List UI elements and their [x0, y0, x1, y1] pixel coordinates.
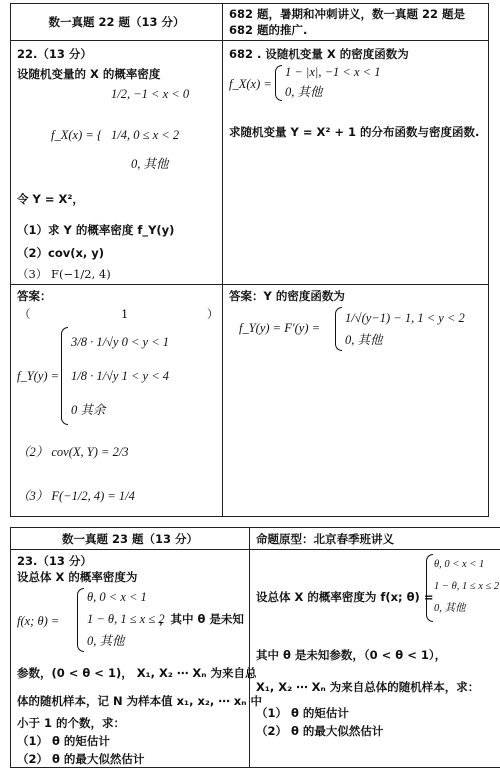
pdf-row-3: 0, 其他: [131, 157, 169, 171]
answer-row-3: 0 其余: [71, 403, 106, 417]
answer-682-lhs: f_Y(y) = F′(y) =: [239, 321, 321, 335]
brace-icon: [61, 327, 68, 425]
problem-682-task: 求随机变量 Y = X² + 1 的分布函数与密度函数.: [229, 125, 480, 139]
prototype-sample: X₁, X₂ ⋯ Xₙ 为来自总体的随机样本，求：: [256, 680, 480, 694]
pdf-row-1: 1/2, −1 < x < 0: [111, 87, 190, 101]
problem-682-title: 682 . 设随机变量 X 的密度函数为: [229, 47, 409, 61]
prototype-item-1: （1） θ 的矩估计: [256, 706, 349, 720]
prototype-row-1: θ, 0 < x < 1: [434, 559, 485, 570]
problem-682-pdf-lhs: f_X(x) =: [229, 77, 272, 91]
item-2: （2）cov(x, y): [17, 246, 105, 260]
problem-682-row-1: 1 − |x|, −1 < x < 1: [285, 65, 381, 79]
question-23-cell: [11, 550, 262, 768]
question-23-lhs: f(x; θ) =: [17, 614, 60, 628]
brace-icon: [275, 65, 282, 101]
let-statement: 令 Y = X²，: [17, 192, 84, 206]
prototype-item-2: （2） θ 的最大似然估计: [256, 724, 384, 738]
brace-icon: [426, 554, 433, 622]
item-1: （1）求 Y 的概率密度 f_Y(y): [17, 223, 175, 237]
question-23-title: 23.（13 分）: [17, 554, 92, 568]
problem-682-row-2: 0, 其他: [285, 85, 323, 99]
answer-paren-left: （: [19, 307, 31, 321]
exam-table-22: [10, 3, 489, 517]
question-23-item-1: （1） θ 的矩估计: [17, 734, 110, 748]
answer-cov: （2） cov(X, Y) = 2/3: [17, 445, 129, 459]
prototype-row-3: 0, 其他: [434, 603, 466, 614]
brace-icon: [77, 588, 84, 652]
answer-682-row-2: 0, 其他: [345, 333, 383, 347]
question-23-cont-3: 体的随机样本，记 N 为样本值 x₁, x₂, ⋯ xₙ 中: [17, 694, 262, 708]
problem-682-cell: [223, 41, 489, 285]
prototype-row-2: 1 − θ, 1 ≤ x ≤ 2: [434, 581, 500, 592]
answer-row-1: 3/8 · 1/√y 0 < y < 1: [71, 335, 170, 349]
brace-icon: [335, 307, 342, 351]
question-23-cont-4: 小于 1 的个数，求：: [17, 716, 126, 730]
pdf-lhs: f_X(x) = {: [51, 128, 102, 142]
prototype-param: 其中 θ 是未知参数，（0 < θ < 1），: [256, 648, 447, 662]
header-left-23: 数一真题 23 题（13 分）: [11, 528, 250, 550]
question-intro: 设随机变量的 X 的概率密度: [17, 67, 161, 81]
question-23-cont-2: 参数，(0 < θ < 1)， X₁, X₂ ⋯ Xₙ 为来自总: [17, 666, 257, 680]
question-23-row-3: 0, 其他: [87, 634, 125, 648]
question-23-item-2: （2） θ 的最大似然估计: [17, 752, 145, 766]
question-title: 22.（13 分）: [17, 47, 92, 61]
question-23-cont-1: ，其中 θ 是未知: [159, 612, 244, 626]
exam-table-23: [10, 527, 500, 768]
answer-682-title: 答案：Y 的密度函数为: [229, 289, 345, 303]
item-3: （3） F(−1/2, 4): [17, 267, 111, 281]
answer-paren-right: ）: [207, 307, 219, 321]
answer-682-row-1: 1/√(y−1) − 1, 1 < y < 2: [345, 311, 465, 325]
question-23-row-1: θ, 0 < x < 1: [87, 590, 147, 604]
prototype-cell: [250, 550, 500, 768]
question-23-row-2: 1 − θ, 1 ≤ x ≤ 2: [87, 612, 165, 626]
prototype-intro: 设总体 X 的概率密度为 f(x; θ) =: [256, 590, 434, 604]
answer-22-cell: [11, 285, 223, 517]
answer-pdf-lhs: f_Y(y) =: [17, 369, 60, 383]
header-right-22: 682 题，暑期和冲刺讲义，数一真题 22 题是 682 题的推广.: [223, 4, 489, 41]
pdf-row-2: 1/4, 0 ≤ x < 2: [111, 128, 180, 142]
question-22-cell: [11, 41, 223, 285]
answer-paren-num: 1: [121, 307, 129, 321]
answer-f: （3） F(−1/2, 4) = 1/4: [17, 489, 135, 503]
header-right-23: 命题原型：北京春季班讲义: [250, 528, 500, 550]
answer-title: 答案：: [17, 289, 52, 303]
header-left-22: 数一真题 22 题（13 分）: [11, 4, 223, 41]
question-23-intro: 设总体 X 的概率密度为: [17, 570, 138, 584]
answer-682-cell: [223, 285, 489, 517]
answer-row-2: 1/8 · 1/√y 1 < y < 4: [71, 369, 170, 383]
